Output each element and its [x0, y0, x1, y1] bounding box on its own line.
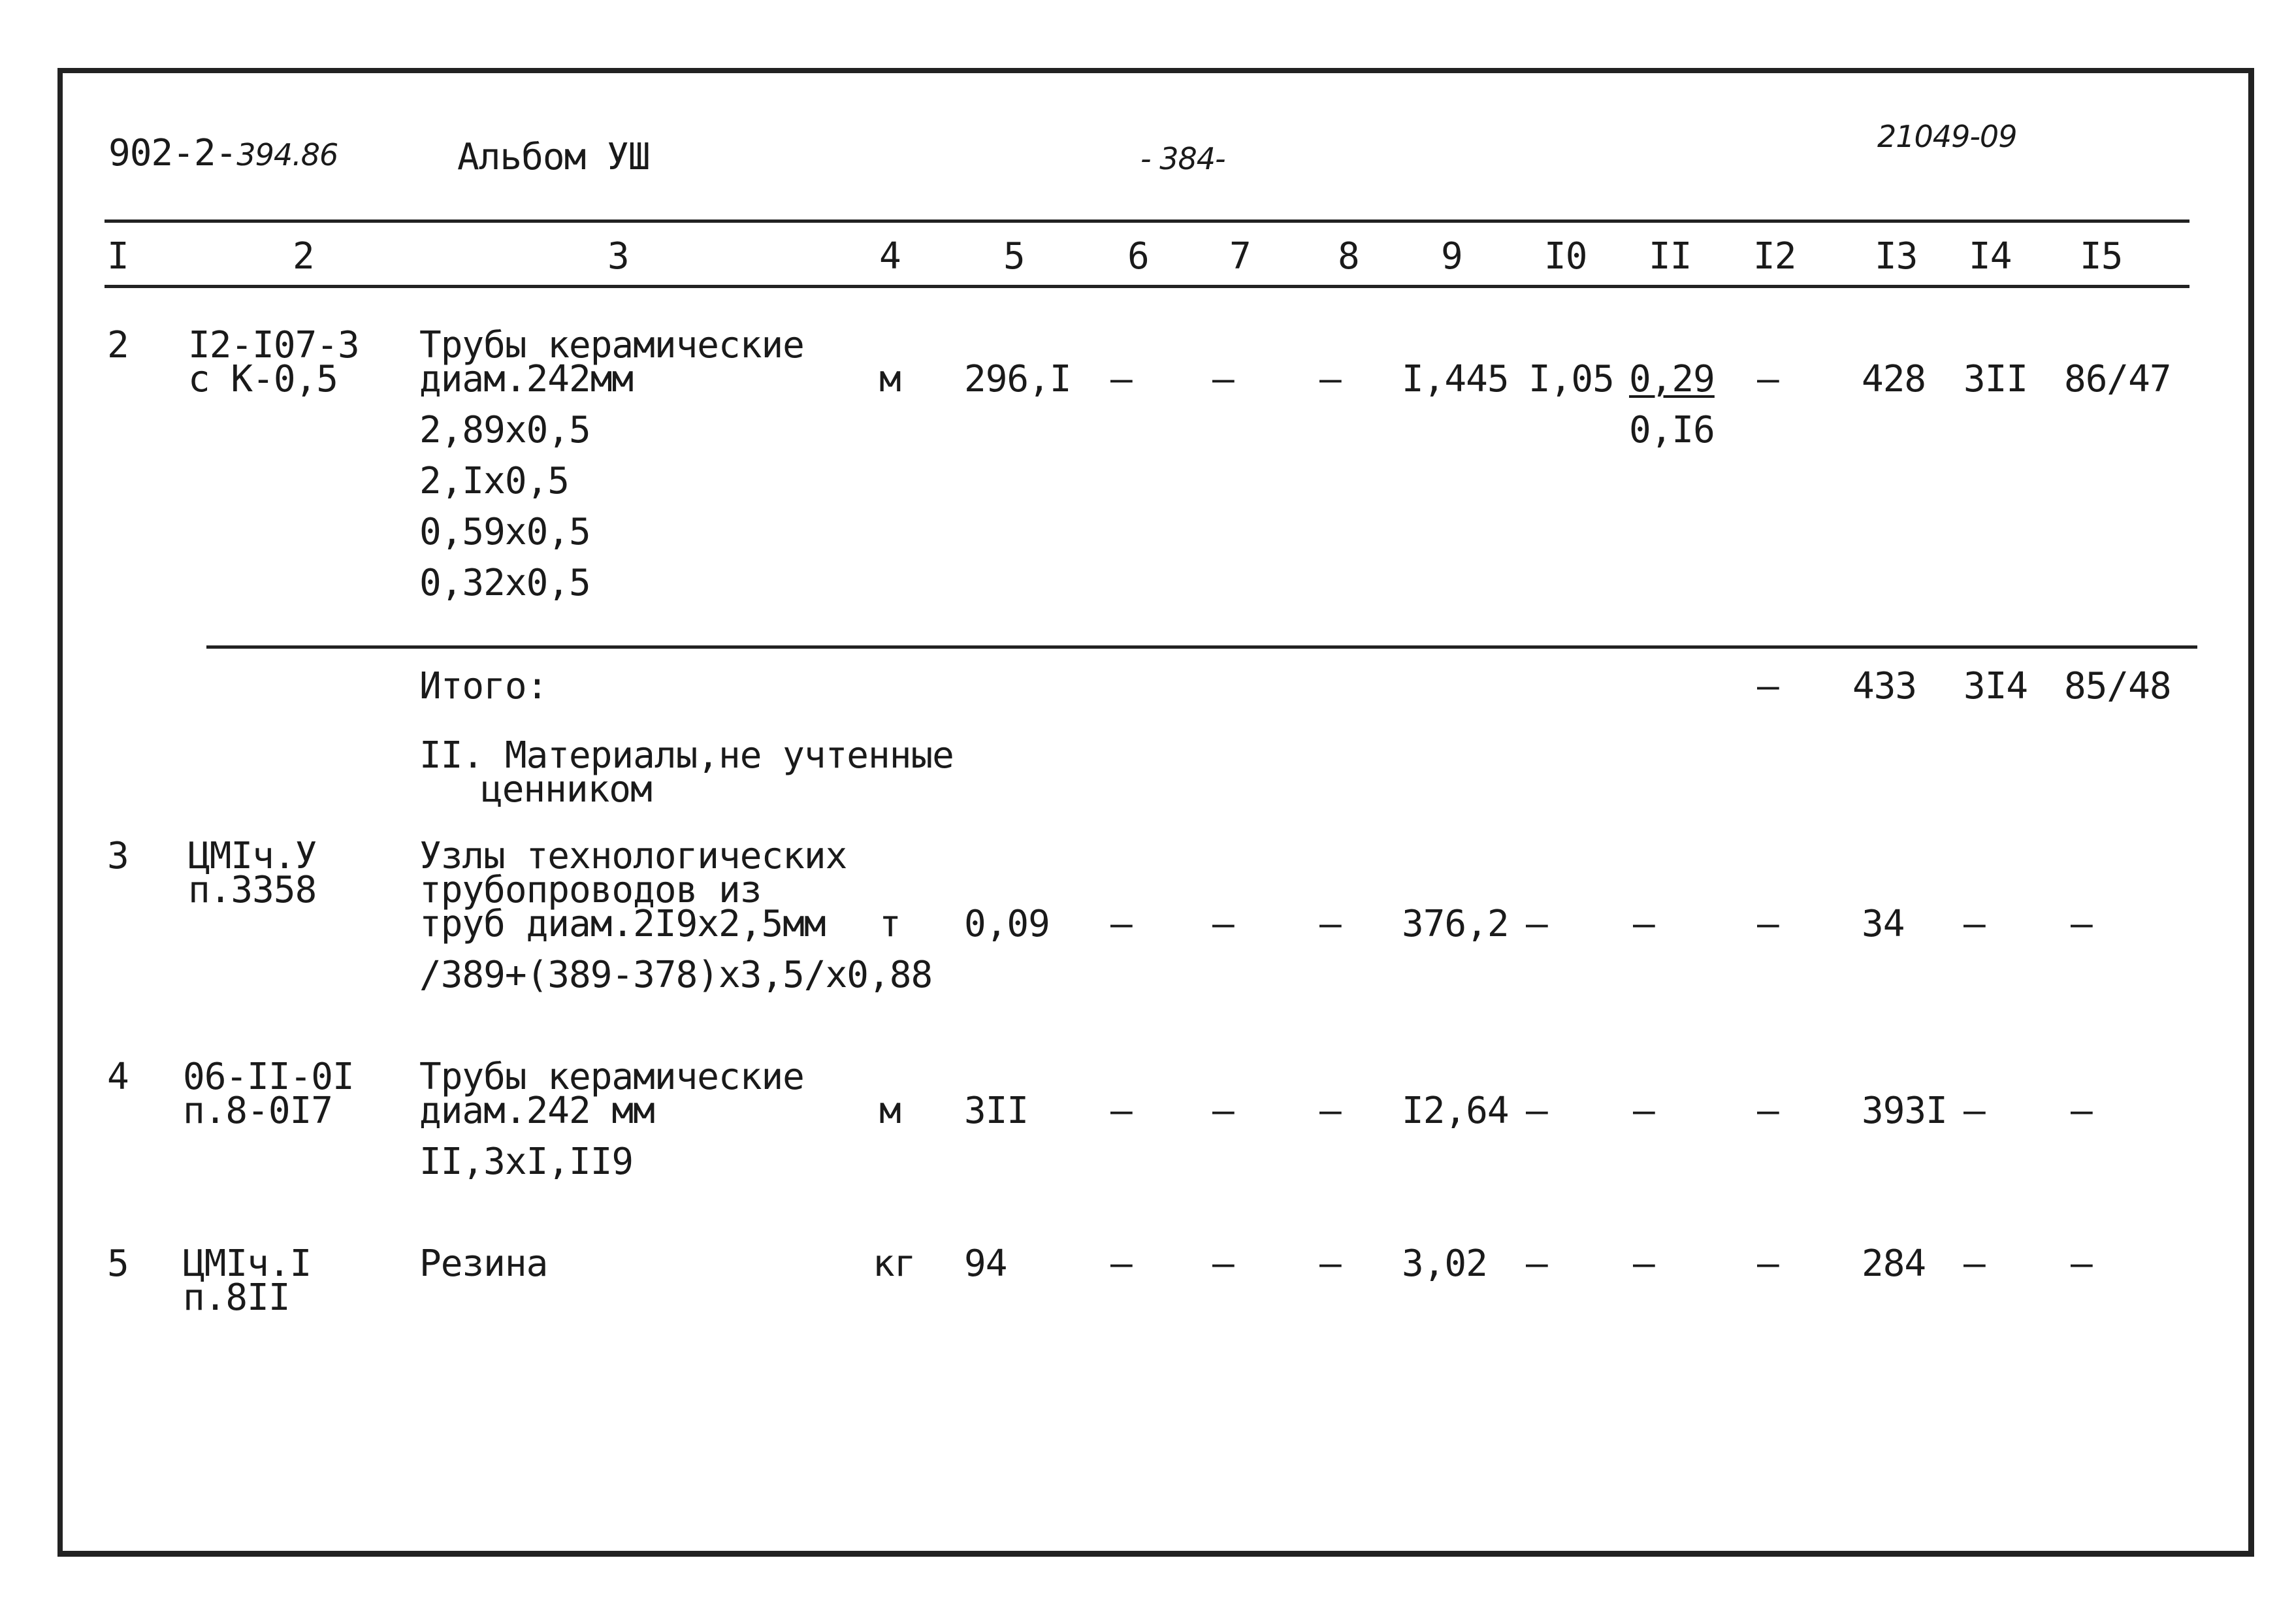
row-cell: – [1110, 1090, 1132, 1132]
row-name-line: Трубы керамические [419, 324, 804, 366]
row-cell: – [2071, 903, 2092, 945]
col-num: II [1649, 235, 1692, 278]
row-code-line: ЦМIч.I [183, 1242, 312, 1285]
row-cell: – [1319, 1242, 1341, 1285]
row-cell: 376,2 [1402, 903, 1509, 945]
row-cell: 86/47 [2064, 358, 2171, 400]
row-qty: 94 [964, 1242, 1007, 1285]
row-unit: м [879, 1090, 901, 1132]
row-calc-line: 0,59х0,5 [419, 511, 590, 553]
row-cell: 428 [1862, 358, 1926, 400]
row-number: 5 [107, 1242, 129, 1285]
row-qty: 296,I [964, 358, 1071, 400]
row-cell: – [1110, 903, 1132, 945]
row-cell: – [1212, 903, 1234, 945]
total-rule [206, 645, 2197, 649]
row-name-line: Трубы керамические [419, 1056, 804, 1098]
row-cell: – [1212, 1090, 1234, 1132]
row-cell: – [1526, 1242, 1547, 1285]
row-name-line: труб диам.2I9х2,5мм [419, 903, 826, 945]
sheet-code: 21049-09 [1877, 119, 2017, 154]
row-cell: – [1757, 665, 1779, 707]
total-label: Итого: [419, 665, 548, 707]
row-calc-line: /389+(389-378)х3,5/х0,88 [419, 954, 933, 996]
row-cell: – [1319, 1090, 1341, 1132]
row-cell: 3II [1963, 358, 2028, 400]
page-frame [57, 68, 2254, 1557]
row-cell: – [1633, 1090, 1655, 1132]
col-num: 8 [1338, 235, 1359, 278]
row-name-line: диам.242мм [419, 358, 634, 400]
row-cell: – [1212, 1242, 1234, 1285]
row-calc-line: 0,32х0,5 [419, 562, 590, 604]
row-number: 2 [107, 324, 129, 366]
row-calc-line: 2,Iх0,5 [419, 460, 570, 502]
row-calc-line: 2,89х0,5 [419, 409, 590, 451]
col-num: I3 [1875, 235, 1918, 278]
row-cell: – [1319, 903, 1341, 945]
row-cell: 34 [1862, 903, 1905, 945]
row-cell: 3I4 [1963, 665, 2028, 707]
row-cell: I,05 [1528, 358, 1614, 400]
row-qty: 3II [964, 1090, 1029, 1132]
row-cell: I2,64 [1402, 1090, 1509, 1132]
row-cell: – [1110, 1242, 1132, 1285]
row-code-line: I2-I07-3 [188, 324, 359, 366]
row-code-line: п.8-0I7 [183, 1090, 333, 1132]
row-cell: 284 [1862, 1242, 1926, 1285]
col-num: I [107, 235, 129, 278]
row-cell: – [1757, 358, 1779, 400]
row-cell: – [2071, 1090, 2092, 1132]
row-cell: I,445 [1402, 358, 1509, 400]
row-cell: – [1963, 1242, 1985, 1285]
row-cell: – [1110, 358, 1132, 400]
row-code-line: с К-0,5 [188, 358, 338, 400]
row-name-line: диам.242 мм [419, 1090, 654, 1132]
section-title-line: ценником [481, 768, 652, 811]
row-number: 4 [107, 1056, 129, 1098]
row-cell: – [1963, 903, 1985, 945]
header-bottom-rule [105, 285, 2189, 288]
col-num: 3 [607, 235, 629, 278]
row-number: 3 [107, 835, 129, 877]
row-name-line: трубопроводов из [419, 869, 762, 911]
row-cell: 0,I6 [1629, 409, 1715, 451]
row-calc-line: II,3хI,II9 [419, 1141, 634, 1183]
row-qty: 0,09 [964, 903, 1050, 945]
row-unit: кг [873, 1242, 916, 1285]
col-num: I2 [1753, 235, 1796, 278]
row-cell: 433 [1852, 665, 1917, 707]
row-cell: – [1963, 1090, 1985, 1132]
col-num: I0 [1544, 235, 1587, 278]
col-num: 6 [1127, 235, 1149, 278]
row-code-line: п.8II [183, 1276, 290, 1319]
album-label: Альбом УШ [457, 136, 650, 178]
row-cell: 0,29 [1629, 358, 1715, 400]
col-num: 2 [293, 235, 314, 278]
row-unit: т [879, 903, 901, 945]
col-num: 4 [879, 235, 901, 278]
section-title-line: II. Материалы,не учтенные [419, 734, 954, 777]
row-cell: – [1757, 903, 1779, 945]
row-cell: – [1633, 903, 1655, 945]
row-name-line: Узлы технологических [419, 835, 847, 877]
row-cell: 393I [1862, 1090, 1947, 1132]
row-code-line: 06-II-0I [183, 1056, 354, 1098]
row-cell: – [1319, 358, 1341, 400]
col-num: 7 [1229, 235, 1251, 278]
row-cell: – [2071, 1242, 2092, 1285]
row-cell: – [1757, 1242, 1779, 1285]
row-cell: – [1526, 1090, 1547, 1132]
doc-number: 902-2-394.86 [108, 132, 338, 174]
page-number: - 384- [1140, 141, 1225, 176]
header-top-rule [105, 219, 2189, 223]
col-num: I5 [2080, 235, 2123, 278]
row-cell: 3,02 [1402, 1242, 1487, 1285]
row-name-line: Резина [419, 1242, 548, 1285]
col-num: 9 [1441, 235, 1462, 278]
row-cell: 85/48 [2064, 665, 2171, 707]
row-code-line: ЦМIч.У [188, 835, 317, 877]
row-unit: м [879, 358, 901, 400]
row-cell: – [1757, 1090, 1779, 1132]
row-cell: – [1212, 358, 1234, 400]
row-code-line: п.3358 [188, 869, 317, 911]
col-num: I4 [1969, 235, 2012, 278]
col-num: 5 [1003, 235, 1025, 278]
row-cell: – [1633, 1242, 1655, 1285]
row-cell: – [1526, 903, 1547, 945]
